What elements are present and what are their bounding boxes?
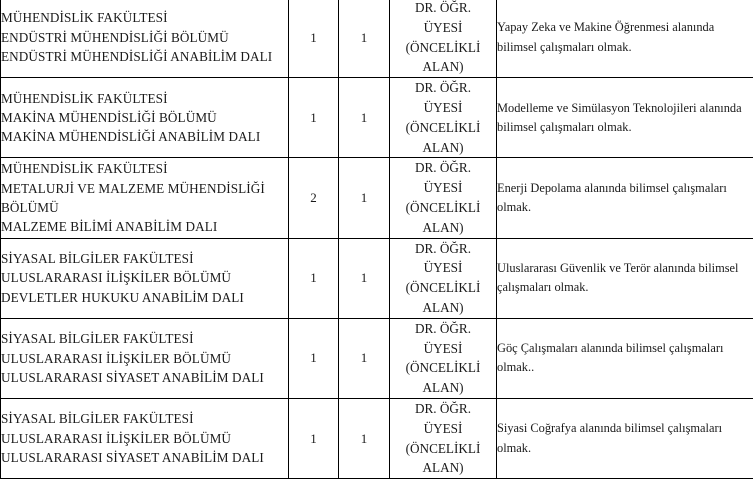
description-line: Uluslararası Güvenlik ve Terör alanında bilimsel bbox=[497, 259, 753, 278]
title-line: DR. ÖĞR. bbox=[390, 239, 496, 259]
title-line: ALAN) bbox=[390, 218, 496, 238]
unit-line: MÜHENDİSLİK FAKÜLTESİ bbox=[1, 159, 288, 178]
title-cell bbox=[390, 0, 497, 78]
title-line: ALAN) bbox=[390, 458, 496, 478]
unit-line: ENDÜSTRİ MÜHENDİSLİĞİ ANABİLİM DALI bbox=[1, 47, 288, 66]
description-cell bbox=[497, 318, 753, 398]
description-line: Siyasi Coğrafya alanında bilimsel çalışmaları bbox=[497, 419, 753, 438]
description-line: olmak. bbox=[497, 439, 753, 458]
title-line: (ÖNCELİKLİ bbox=[390, 439, 496, 459]
unit-line: ULUSLARARASI SİYASET ANABİLİM DALI bbox=[1, 448, 288, 467]
unit-line: ULUSLARARASI SİYASET ANABİLİM DALI bbox=[1, 368, 288, 387]
title-line: DR. ÖĞR. bbox=[390, 158, 496, 178]
title-line: (ÖNCELİKLİ bbox=[390, 198, 496, 218]
title-line: ÜYESİ bbox=[390, 258, 496, 278]
title-line: ÜYESİ bbox=[390, 419, 496, 439]
title-line: ÜYESİ bbox=[390, 178, 496, 198]
description-line: olmak. bbox=[497, 198, 753, 217]
title-cell bbox=[390, 398, 497, 478]
title-line: DR. ÖĞR. bbox=[390, 78, 496, 98]
title-line: DR. ÖĞR. bbox=[390, 0, 496, 18]
table-row bbox=[1, 78, 753, 158]
description-line: Göç Çalışmaları alanında bilimsel çalışmaları bbox=[497, 339, 753, 358]
count-cell: 1 bbox=[289, 78, 339, 158]
table-body bbox=[1, 0, 753, 479]
title-line: ÜYESİ bbox=[390, 18, 496, 38]
title-line: ÜYESİ bbox=[390, 339, 496, 359]
description-cell bbox=[497, 78, 753, 158]
unit-line: METALURJİ VE MALZEME MÜHENDİSLİĞİ bbox=[1, 179, 288, 198]
description-line: Enerji Depolama alanında bilimsel çalışmaları bbox=[497, 179, 753, 198]
count-cell: 1 bbox=[289, 398, 339, 478]
unit-line: MALZEME BİLİMİ ANABİLİM DALI bbox=[1, 217, 288, 236]
title-line: DR. ÖĞR. bbox=[390, 319, 496, 339]
count-cell: 2 bbox=[289, 158, 339, 238]
unit-line: MAKİNA MÜHENDİSLİĞİ ANABİLİM DALI bbox=[1, 127, 288, 146]
description-line: çalışmaları olmak. bbox=[497, 278, 753, 297]
number-cell: 1 bbox=[339, 0, 390, 78]
number-cell: 1 bbox=[339, 78, 390, 158]
description-line: bilimsel çalışmaları olmak. bbox=[497, 38, 753, 57]
title-line: ÜYESİ bbox=[390, 98, 496, 118]
unit-line: ENDÜSTRİ MÜHENDİSLİĞİ BÖLÜMÜ bbox=[1, 28, 288, 47]
unit-line: ULUSLARARASI İLİŞKİLER BÖLÜMÜ bbox=[1, 349, 288, 368]
description-cell bbox=[497, 398, 753, 478]
title-line: ALAN) bbox=[390, 378, 496, 398]
description-line: olmak.. bbox=[497, 358, 753, 377]
unit-cell bbox=[1, 158, 289, 238]
count-cell: 1 bbox=[289, 318, 339, 398]
unit-cell bbox=[1, 0, 289, 78]
unit-cell bbox=[1, 318, 289, 398]
table-row bbox=[1, 318, 753, 398]
title-cell bbox=[390, 78, 497, 158]
title-line: (ÖNCELİKLİ bbox=[390, 358, 496, 378]
unit-line: MAKİNA MÜHENDİSLİĞİ BÖLÜMÜ bbox=[1, 108, 288, 127]
title-cell bbox=[390, 318, 497, 398]
title-cell bbox=[390, 238, 497, 318]
number-cell: 1 bbox=[339, 318, 390, 398]
unit-cell bbox=[1, 238, 289, 318]
unit-line: MÜHENDİSLİK FAKÜLTESİ bbox=[1, 89, 288, 108]
unit-line: SİYASAL BİLGİLER FAKÜLTESİ bbox=[1, 329, 288, 348]
table-row bbox=[1, 158, 753, 238]
title-line: ALAN) bbox=[390, 138, 496, 158]
title-line: DR. ÖĞR. bbox=[390, 399, 496, 419]
description-line: bilimsel çalışmaları olmak. bbox=[497, 118, 753, 137]
description-cell bbox=[497, 158, 753, 238]
number-cell: 1 bbox=[339, 158, 390, 238]
unit-line: SİYASAL BİLGİLER FAKÜLTESİ bbox=[1, 249, 288, 268]
unit-cell bbox=[1, 398, 289, 478]
unit-line: SİYASAL BİLGİLER FAKÜLTESİ bbox=[1, 409, 288, 428]
table-row bbox=[1, 238, 753, 318]
count-cell: 1 bbox=[289, 0, 339, 78]
table-row bbox=[1, 0, 753, 78]
description-line: Yapay Zeka ve Makine Öğrenmesi alanında bbox=[497, 18, 753, 37]
unit-line: ULUSLARARASI İLİŞKİLER BÖLÜMÜ bbox=[1, 268, 288, 287]
title-line: ALAN) bbox=[390, 57, 496, 77]
description-cell bbox=[497, 238, 753, 318]
title-cell bbox=[390, 158, 497, 238]
title-line: ALAN) bbox=[390, 298, 496, 318]
table-row bbox=[1, 398, 753, 478]
count-cell: 1 bbox=[289, 238, 339, 318]
title-line: (ÖNCELİKLİ bbox=[390, 38, 496, 58]
title-line: (ÖNCELİKLİ bbox=[390, 278, 496, 298]
title-line: (ÖNCELİKLİ bbox=[390, 118, 496, 138]
description-line: Modelleme ve Simülasyon Teknolojileri alanında bbox=[497, 99, 753, 118]
unit-cell bbox=[1, 78, 289, 158]
number-cell: 1 bbox=[339, 238, 390, 318]
unit-line: MÜHENDİSLİK FAKÜLTESİ bbox=[1, 8, 288, 27]
unit-line: DEVLETLER HUKUKU ANABİLİM DALI bbox=[1, 288, 288, 307]
unit-line: BÖLÜMÜ bbox=[1, 198, 288, 217]
number-cell: 1 bbox=[339, 398, 390, 478]
unit-line: ULUSLARARASI İLİŞKİLER BÖLÜMÜ bbox=[1, 429, 288, 448]
description-cell bbox=[497, 0, 753, 78]
